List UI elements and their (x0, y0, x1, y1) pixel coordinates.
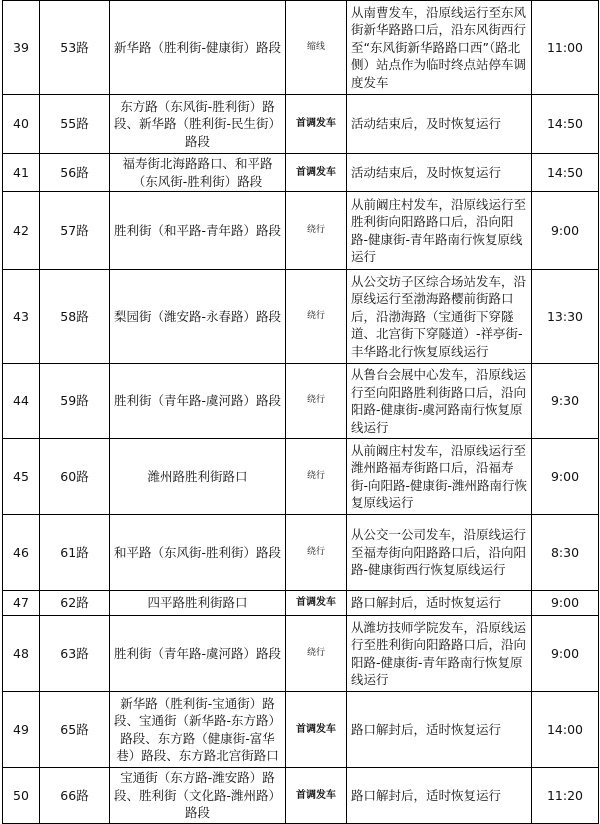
adjustment-time: 9:00 (532, 439, 599, 515)
bus-line: 62路 (40, 591, 110, 616)
adjustment-description: 活动结束后，及时恢复运行 (347, 154, 532, 192)
bus-line: 65路 (40, 692, 110, 768)
row-number: 40 (3, 95, 40, 154)
adjustment-time: 14:50 (532, 154, 599, 192)
table-row (3, 270, 599, 364)
adjustment-description: 路口解封后，适时恢复运行 (347, 692, 532, 768)
adjustment-description: 从鲁台会展中心发车，沿原线运行至向阳路胜利街路口后，沿向阳路-健康街-虞河路南行恢复原线运行 (347, 364, 532, 439)
adjustment-type: 首调发车 (286, 591, 347, 616)
bus-line: 60路 (40, 439, 110, 515)
affected-section: 胜利街（青年路-虞河路）路段 (110, 364, 286, 439)
row-number: 39 (3, 1, 40, 95)
table-body (3, 1, 599, 824)
adjustment-type: 绕行 (286, 192, 347, 270)
row-number: 50 (3, 768, 40, 824)
adjustment-time: 11:00 (532, 1, 599, 95)
table-row (3, 591, 599, 616)
affected-section: 潍州路胜利街路口 (110, 439, 286, 515)
row-number: 49 (3, 692, 40, 768)
table-row (3, 192, 599, 270)
bus-line: 53路 (40, 1, 110, 95)
affected-section: 四平路胜利街路口 (110, 591, 286, 616)
adjustment-time: 13:30 (532, 270, 599, 364)
affected-section: 福寿街北海路路口、和平路（东风街-胜利街）路段 (110, 154, 286, 192)
adjustment-type: 绕行 (286, 364, 347, 439)
adjustment-type: 首调发车 (286, 692, 347, 768)
adjustment-type: 首调发车 (286, 95, 347, 154)
affected-section: 宝通街（东方路-潍安路）路段、胜利街（文化路-潍州路）路段 (110, 768, 286, 824)
adjustment-description: 从前阚庄村发车，沿原线运行至潍州路福寿街路口后，沿福寿街-向阳路-健康街-潍州路南行恢复原线运行 (347, 439, 532, 515)
adjustment-description: 从前阚庄村发车，沿原线运行至胜利街向阳路路口后，沿向阳路-健康街-青年路南行恢复原线运行 (347, 192, 532, 270)
adjustment-description: 路口解封后，适时恢复运行 (347, 768, 532, 824)
row-number: 45 (3, 439, 40, 515)
affected-section: 胜利街（青年路-虞河路）路段 (110, 616, 286, 692)
adjustment-type: 缩线 (286, 1, 347, 95)
row-number: 48 (3, 616, 40, 692)
table-row (3, 692, 599, 768)
affected-section: 胜利街（和平路-青年路）路段 (110, 192, 286, 270)
table-row (3, 439, 599, 515)
adjustment-type: 绕行 (286, 515, 347, 591)
bus-line: 61路 (40, 515, 110, 591)
bus-line: 55路 (40, 95, 110, 154)
bus-line: 58路 (40, 270, 110, 364)
table-row (3, 364, 599, 439)
adjustment-type: 绕行 (286, 270, 347, 364)
adjustment-description: 从公交坊子区综合场站发车，沿原线运行至渤海路樱前街路口后，沿渤海路（宝通街下穿隧道、北宫街下穿隧道）-祥亭街-丰华路北行恢复原线运行 (347, 270, 532, 364)
row-number: 43 (3, 270, 40, 364)
adjustment-time: 14:50 (532, 95, 599, 154)
bus-line: 66路 (40, 768, 110, 824)
adjustment-time: 9:30 (532, 364, 599, 439)
affected-section: 梨园街（潍安路-永春路）路段 (110, 270, 286, 364)
adjustment-time: 9:00 (532, 591, 599, 616)
adjustment-type: 绕行 (286, 439, 347, 515)
adjustment-time: 9:00 (532, 192, 599, 270)
adjustment-type: 首调发车 (286, 154, 347, 192)
bus-adjustment-table (2, 0, 599, 824)
row-number: 46 (3, 515, 40, 591)
table-row (3, 515, 599, 591)
adjustment-type: 绕行 (286, 616, 347, 692)
adjustment-description: 从南曹发车，沿原线运行至东风街新华路路口后，沿东风街西行至“东风街新华路路口西”（路北侧）站点作为临时终点站停车调度发车 (347, 1, 532, 95)
adjustment-time: 14:00 (532, 692, 599, 768)
adjustment-description: 路口解封后，适时恢复运行 (347, 591, 532, 616)
adjustment-time: 11:20 (532, 768, 599, 824)
adjustment-description: 活动结束后，及时恢复运行 (347, 95, 532, 154)
adjustment-type: 首调发车 (286, 768, 347, 824)
adjustment-time: 8:30 (532, 515, 599, 591)
bus-line: 63路 (40, 616, 110, 692)
bus-line: 59路 (40, 364, 110, 439)
affected-section: 和平路（东风街-胜利街）路段 (110, 515, 286, 591)
row-number: 42 (3, 192, 40, 270)
table-row (3, 616, 599, 692)
affected-section: 新华路（胜利街-宝通街）路段、宝通街（新华路-东方路）路段、东方路（健康街-富华巷）路段、东方路北宫街路口 (110, 692, 286, 768)
table-row (3, 95, 599, 154)
affected-section: 新华路（胜利街-健康街）路段 (110, 1, 286, 95)
affected-section: 东方路（东风街-胜利街）路段、新华路（胜利街-民生街）路段 (110, 95, 286, 154)
bus-line: 57路 (40, 192, 110, 270)
row-number: 44 (3, 364, 40, 439)
table-row (3, 154, 599, 192)
table-row (3, 768, 599, 824)
adjustment-description: 从潍坊技师学院发车，沿原线运行至胜利街向阳路路口后，沿向阳路-健康街-青年路南行恢复原线运行 (347, 616, 532, 692)
bus-line: 56路 (40, 154, 110, 192)
row-number: 41 (3, 154, 40, 192)
table-row (3, 1, 599, 95)
row-number: 47 (3, 591, 40, 616)
adjustment-time: 9:00 (532, 616, 599, 692)
adjustment-description: 从公交一公司发车，沿原线运行至福寿街向阳路路口后，沿向阳路-健康街西行恢复原线运行 (347, 515, 532, 591)
